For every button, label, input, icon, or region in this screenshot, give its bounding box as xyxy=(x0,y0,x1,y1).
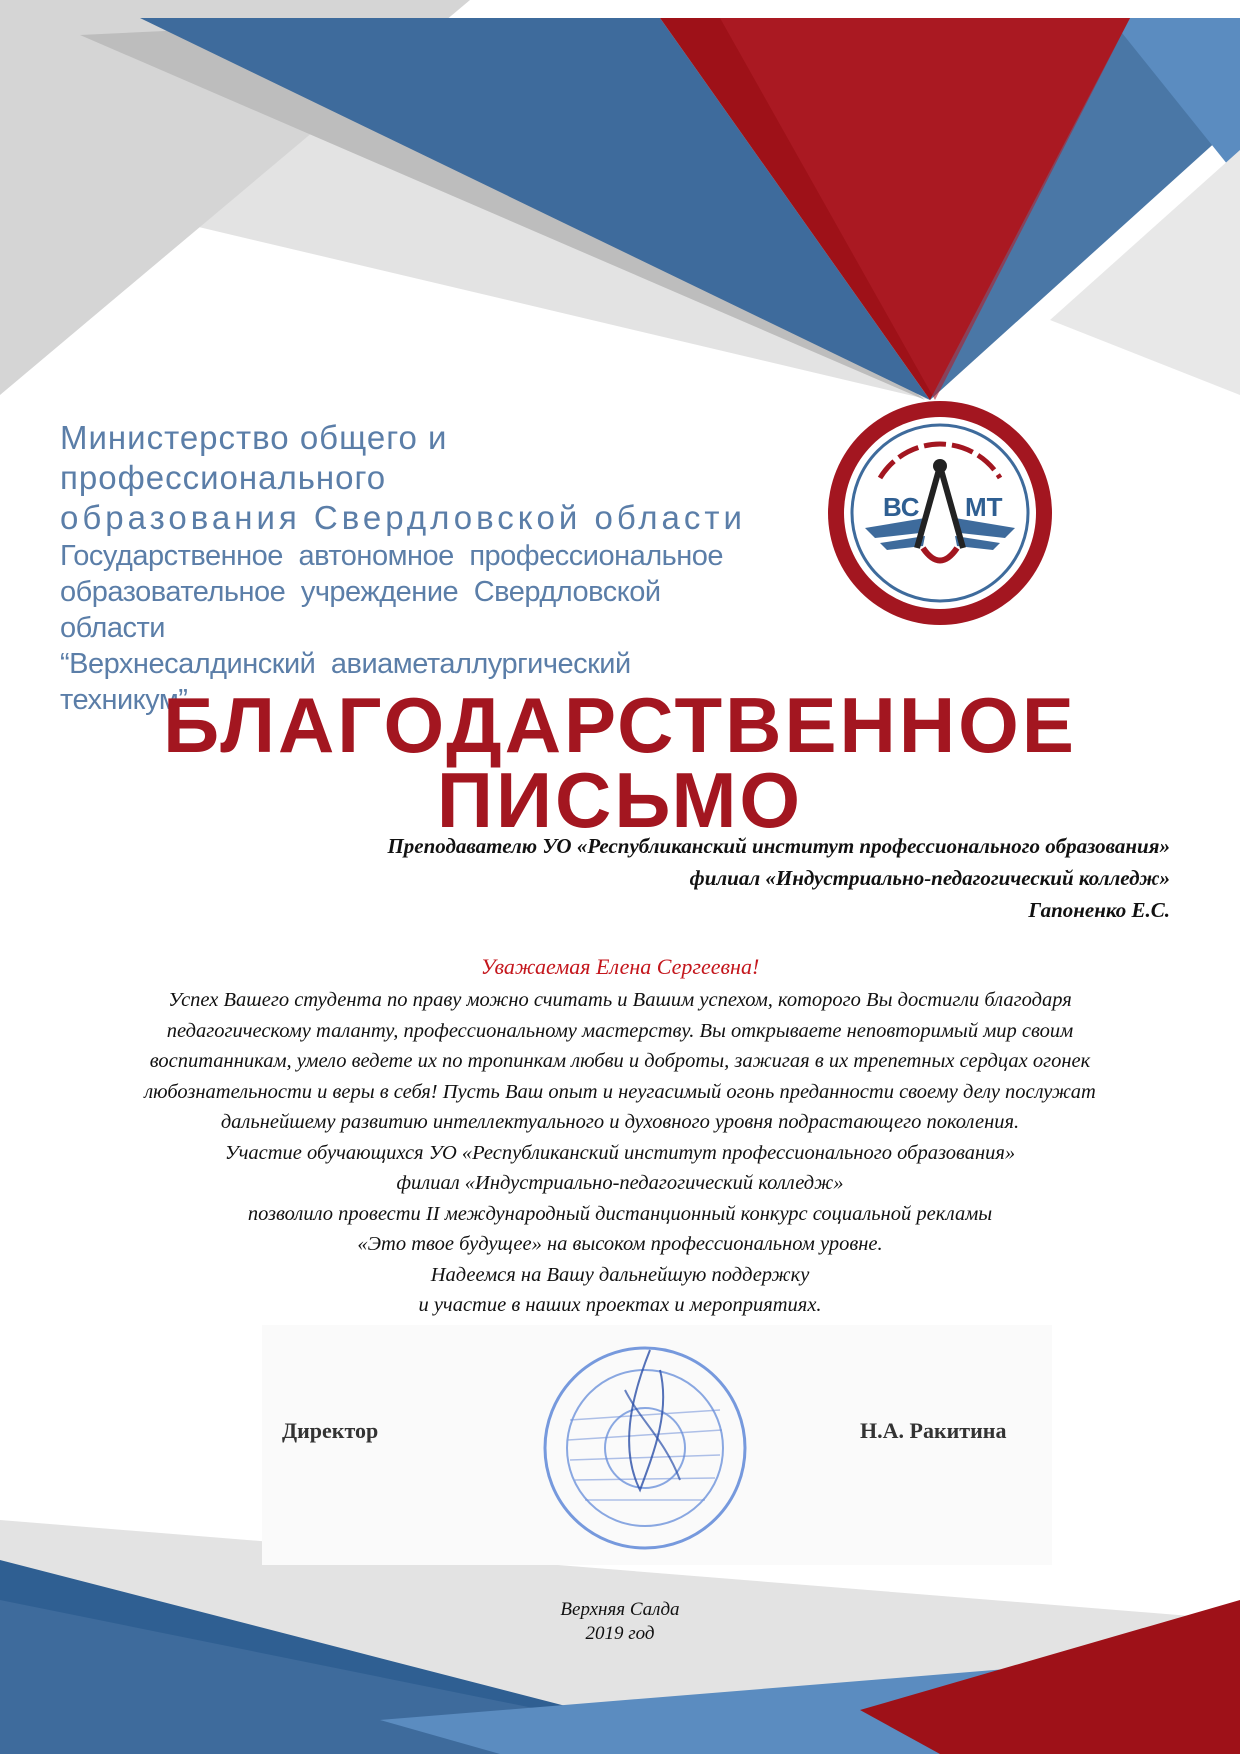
body-line: Успех Вашего студента по праву можно считать и Вашим успехом, которого Вы достигли благодаря xyxy=(168,989,1072,1011)
body-line: воспитанникам, умело ведете их по тропинкам любви и доброты, зажигая в их трепетных сердцах огонек xyxy=(149,1050,1091,1072)
signer-name: Н.А. Ракитина xyxy=(860,1418,1007,1443)
body-line: Участие обучающихся УО «Республиканский институт профессионального образования» xyxy=(224,1141,1016,1164)
year: 2019 год xyxy=(585,1623,655,1644)
ministry-line-1: Министерство общего и профессионального xyxy=(60,419,448,496)
organization-header xyxy=(60,418,760,718)
city: Верхняя Салда xyxy=(560,1599,680,1620)
logo-right-text: МТ xyxy=(965,492,1003,522)
seal-stamp-icon xyxy=(530,1330,760,1560)
org-line-1: Государственное автономное профессиональное xyxy=(60,540,724,572)
letter-body xyxy=(70,985,1170,1321)
body-line: позволило провести II международный дистанционный конкурс социальной рекламы xyxy=(247,1202,993,1225)
logo-left-text: ВС xyxy=(883,492,920,522)
addressee-line-1: Преподавателю УО «Республиканский институт профессионального образования» xyxy=(387,834,1170,858)
addressee-line-2: филиал «Индустриально-педагогический колледж» xyxy=(689,866,1170,890)
body-line: Надеемся на Вашу дальнейшую поддержку xyxy=(430,1263,810,1286)
body-line: и участие в наших проектах и мероприятиях. xyxy=(418,1294,822,1316)
body-line: любознательности и веры в себя! Пусть Ваш опыт и неугасимый огонь преданности своему делу послужат xyxy=(144,1080,1096,1103)
body-line: «Это твое будущее» на высоком профессиональном уровне. xyxy=(357,1233,883,1255)
greeting: Уважаемая Елена Сергеевна! xyxy=(480,954,760,979)
ministry-line-2: образования Свердловской области xyxy=(60,499,746,536)
signer-role: Директор xyxy=(282,1418,379,1443)
body-line: филиал «Индустриально-педагогический колледж» xyxy=(396,1172,844,1194)
org-line-2: образовательное учреждение Свердловской области xyxy=(60,576,661,644)
addressee-block xyxy=(387,830,1170,926)
college-logo xyxy=(825,398,1055,628)
body-line: педагогическому таланту, профессиональному мастерству. Вы открываете неповторимый мир своим xyxy=(166,1019,1074,1042)
body-line: дальнейшему развитию интеллектуального и духовного уровня подрастающего поколения. xyxy=(220,1111,1020,1133)
letter-title-line-2: ПИСЬМО xyxy=(436,756,804,844)
letter-title-line-1: БЛАГОДАРСТВЕННОЕ xyxy=(163,681,1077,769)
addressee-line-3: Гапоненко Е.С. xyxy=(1028,898,1170,922)
org-line-3: “Верхнесалдинский авиаметаллургический техникум” xyxy=(60,648,631,716)
place-and-date xyxy=(0,1598,1240,1646)
